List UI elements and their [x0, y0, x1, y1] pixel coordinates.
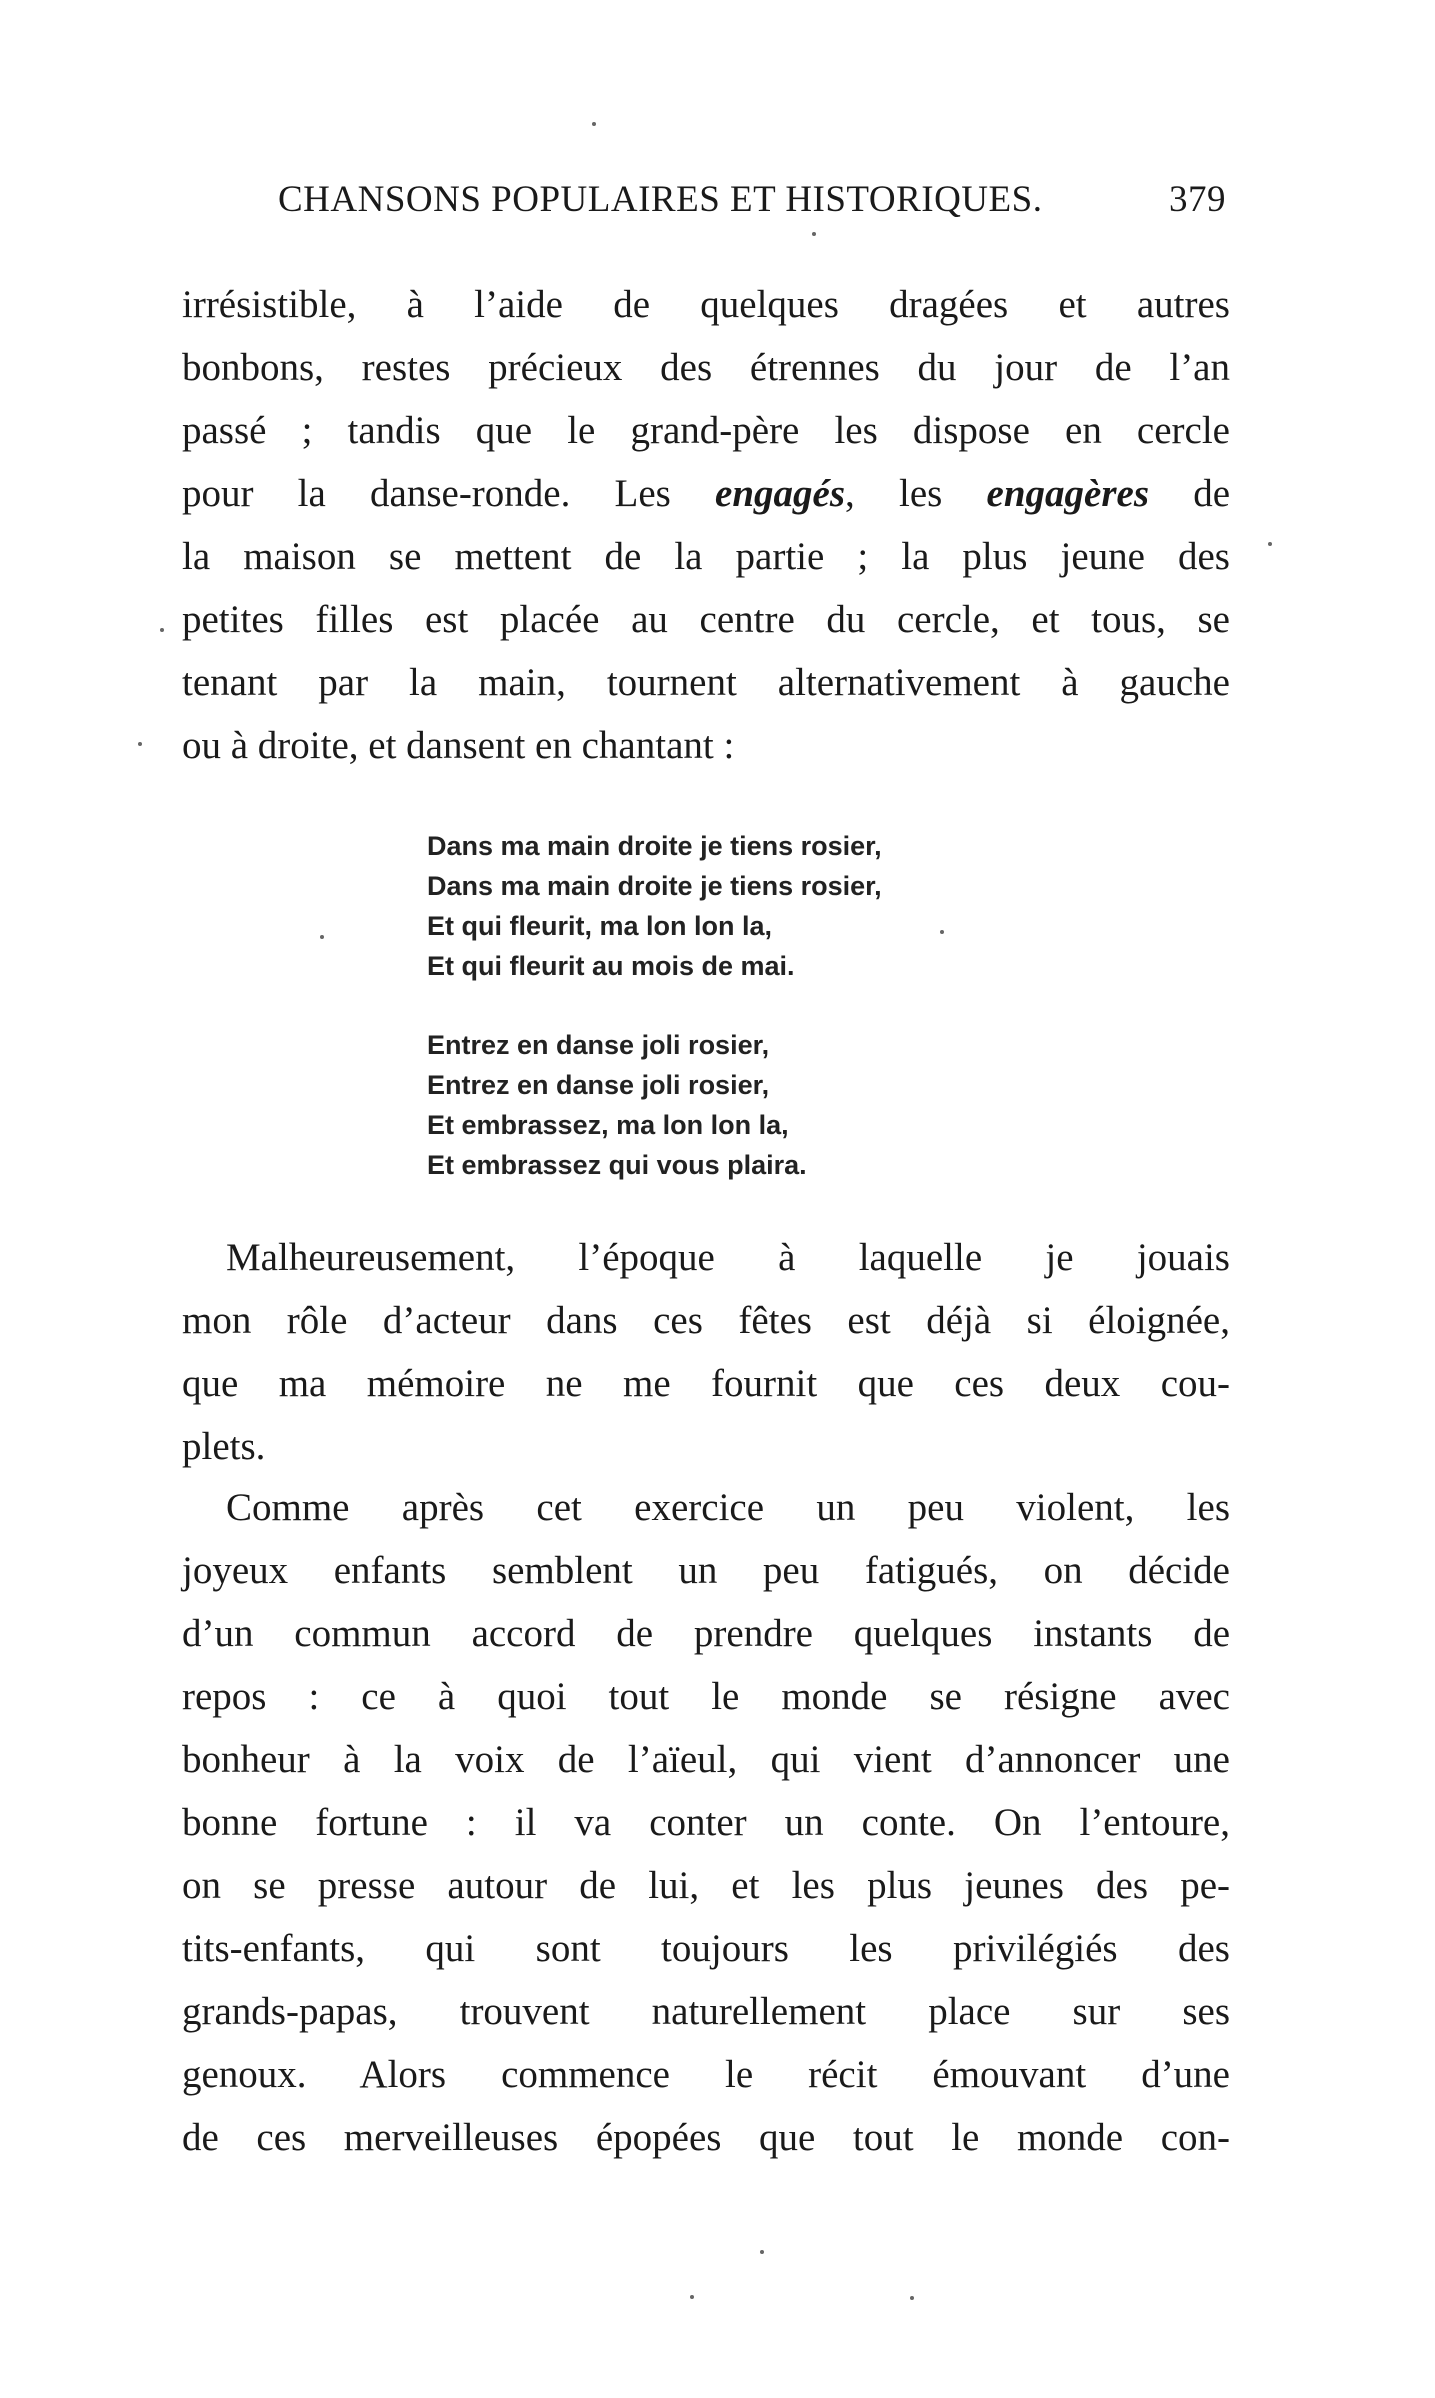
verse-line: Et embrassez, ma lon lon la, [427, 1110, 789, 1140]
text-line: tits-enfants, qui sont toujours les privilégiés des [182, 1927, 1230, 1970]
text-line: repos : ce à quoi tout le monde se résigne avec [182, 1675, 1230, 1718]
text-line: irrésistible, à l’aide de quelques dragées et autres [182, 283, 1230, 326]
page-number: 379 [1169, 179, 1226, 220]
text-line: mon rôle d’acteur dans ces fêtes est déjà si éloignée, [182, 1299, 1230, 1342]
scan-speck [138, 742, 142, 746]
text-line: genoux. Alors commence le récit émouvant d’une [182, 2053, 1230, 2096]
text-line: bonne fortune : il va conter un conte. On l’entoure, [182, 1801, 1230, 1844]
emphasized-term: engagés [715, 472, 846, 515]
verse-line: Entrez en danse joli rosier, [427, 1070, 770, 1100]
text-line: bonheur à la voix de l’aïeul, qui vient d’annoncer une [182, 1738, 1230, 1781]
scan-speck [1268, 542, 1272, 546]
text-line: Malheureusement, l’époque à laquelle je jouais [226, 1236, 1230, 1279]
text-line: d’un commun accord de prendre quelques instants de [182, 1612, 1230, 1655]
verse-line: Et qui fleurit, ma lon lon la, [427, 911, 773, 941]
text-line: que ma mémoire ne me fournit que ces deux cou- [182, 1362, 1230, 1405]
scan-speck [910, 2296, 914, 2300]
text-line: on se presse autour de lui, et les plus jeunes des pe- [182, 1864, 1230, 1907]
scan-speck [690, 2295, 694, 2299]
verse-line: Dans ma main droite je tiens rosier, [427, 871, 882, 901]
scan-speck [760, 2250, 764, 2254]
text-line: pour la danse-ronde. Les engagés, les engagères de [182, 472, 1231, 515]
verse-line: Entrez en danse joli rosier, [427, 1030, 770, 1060]
emphasized-term: engagères [986, 472, 1149, 515]
text-line: plets. [182, 1425, 266, 1468]
scan-speck [592, 122, 596, 126]
text-line: grands-papas, trouvent naturellement place sur ses [182, 1990, 1230, 2033]
verse-line: Dans ma main droite je tiens rosier, [427, 831, 882, 861]
verse-line: Et qui fleurit au mois de mai. [427, 951, 795, 981]
text-line: joyeux enfants semblent un peu fatigués, on décide [182, 1549, 1230, 1592]
scan-speck [812, 232, 816, 236]
verse-line: Et embrassez qui vous plaira. [427, 1150, 807, 1180]
scan-speck [320, 935, 324, 939]
text-line: Comme après cet exercice un peu violent, les [226, 1486, 1230, 1529]
scan-speck [160, 628, 164, 632]
running-title: CHANSONS POPULAIRES ET HISTORIQUES. [278, 179, 1043, 220]
text-line: ou à droite, et dansent en chantant : [182, 724, 735, 767]
running-head [278, 178, 1226, 226]
text-line: passé ; tandis que le grand-père les dispose en cercle [182, 409, 1230, 452]
text-line: tenant par la main, tournent alternativement à gauche [182, 661, 1230, 704]
text-line: la maison se mettent de la partie ; la plus jeune des [182, 535, 1230, 578]
text-line: bonbons, restes précieux des étrennes du jour de l’an [182, 346, 1230, 389]
text-line: de ces merveilleuses épopées que tout le monde con- [182, 2116, 1230, 2159]
text-line: petites filles est placée au centre du cercle, et tous, se [182, 598, 1230, 641]
scan-speck [940, 930, 944, 934]
